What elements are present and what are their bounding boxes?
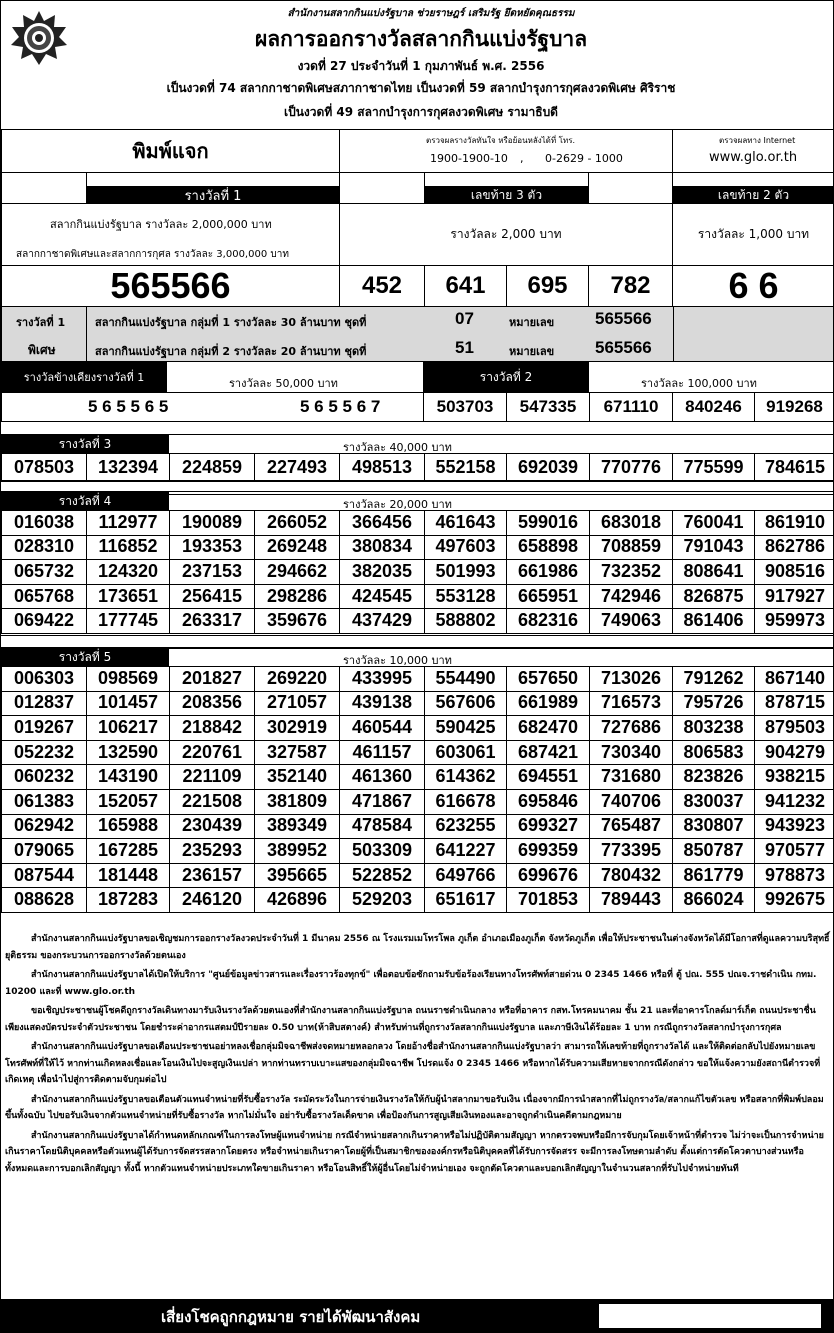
- last3-number: 641: [424, 265, 507, 307]
- prize3-number: 498513: [339, 453, 425, 481]
- prize1-label: รางวัลที่ 1: [86, 186, 340, 204]
- prize3-number: 227493: [254, 453, 340, 481]
- prize4-number: 959973: [754, 608, 834, 634]
- prize5-number: 731680: [589, 764, 673, 790]
- prize3-number: 224859: [169, 453, 255, 481]
- header: [1, 1, 834, 129]
- prize1-number: 565566: [1, 265, 340, 307]
- prize5-number: 830807: [672, 814, 755, 840]
- footer: [1, 1299, 834, 1333]
- prize4-number: 366456: [339, 510, 425, 536]
- prize5-number: 795726: [672, 691, 755, 717]
- special-row-desc: สลากกินแบ่งรัฐบาล กลุ่มที่ 1 รางวัลละ 30 ล้านบาท ชุดที่: [95, 316, 367, 329]
- prize4-number: 732352: [589, 559, 673, 585]
- prize4-number: 588802: [424, 608, 507, 634]
- prize4-number: 263317: [169, 608, 255, 634]
- prize5-number: 861779: [672, 863, 755, 889]
- notes: [5, 931, 831, 1180]
- prize4-number: 256415: [169, 584, 255, 610]
- special-row-desc: สลากกินแบ่งรัฐบาล กลุ่มที่ 2 รางวัลละ 20 ล้านบาท ชุดที่: [95, 345, 367, 358]
- prize5-number: 699676: [506, 863, 590, 889]
- prize5-number: 236157: [169, 863, 255, 889]
- prize4-number: 908516: [754, 559, 834, 585]
- blank-cell: [86, 172, 340, 187]
- prize3-number: 692039: [506, 453, 590, 481]
- prize4-number: 661986: [506, 559, 590, 585]
- prize5-number: 327587: [254, 740, 340, 766]
- note-paragraph: สำนักงานสลากกินแบ่งรัฐบาลขอเตือนตัวแทนจำหน่ายที่รับซื้อรางวัล ระมัดระวังในการจ่ายเงินรางวัลให้กับผู้นำสลากมาขอรับเงิน เนื่องจากมีการนำสลากที่ไม่ถูกรางวัล/สลากแก้ไขตัวเลข หรือสลากที่พิมพ์ปลอมขึ้นทั้งฉบับ ไปขอรับเงินจากตัวแทนจำหน่ายที่รับซื้อรางวัล หากไม่มั่นใจ อย่ารับซื้อรางวัลเด็ดขาด เพื่อป้องกันการสูญเสียเงินทองและอาจถูกดำเนินคดีตามกฎหมาย: [5, 1094, 824, 1121]
- phone-2: 0-2629 - 1000: [545, 152, 623, 165]
- note-paragraph: ขอเชิญประชาชนผู้โชคดีถูกรางวัลเดินทางมารับเงินรางวัลด้วยตนเองที่สำนักงานสลากกินแบ่งรัฐบาล ถนนราชดำเนินกลาง หรือที่อาคาร กสท.โทรคมนาคม ชั้น 21 และที่อาคารโกลด์มาร์เก็ต ถนนประชาชื่น เพียงแสดงบัตรประจำตัวประชาชน โดยชำระค่าอากรแสตมป์ปีรายละ 0.50 บาท(ห้าสิบสตางค์) สำหรับท่านที่ถูกรางวัลสลากกินแบ่งรัฐบาล และภาษีเงินได้ร้อยละ 1 บาท กรณีถูกรางวัลสลากบำรุงการกุศล: [5, 1006, 816, 1033]
- phone-1: 1900-1900-10: [430, 152, 508, 165]
- prize4-number: 461643: [424, 510, 507, 536]
- prize5-number: 230439: [169, 814, 255, 840]
- special-row-number: 565566: [595, 309, 652, 328]
- prize5-amount: รางวัลละ 10,000 บาท: [343, 654, 452, 667]
- prize4-number: 065732: [1, 559, 87, 585]
- special-row-set: 07: [455, 309, 474, 328]
- prize4-number: 269248: [254, 535, 340, 561]
- prize4-number: 028310: [1, 535, 87, 561]
- prize5-number: 269220: [254, 666, 340, 692]
- prize5-number: 806583: [672, 740, 755, 766]
- prize4-number: 683018: [589, 510, 673, 536]
- note-paragraph: สำนักงานสลากกินแบ่งรัฐบาลได้กำหนดหลักเกณฑ์ในการลงโทษผู้แทนจำหน่าย กรณีจำหน่ายสลากเกินราคาหรือไม่ปฏิบัติตามสัญญา หากตรวจพบหรือมีการจับกุมโดยเจ้าหน้าที่ตำรวจ ไม่ว่าจะเป็นการจำหน่ายเกินราคาโดยนิติบุคคลหรือตัวแทนผู้ได้รับการจัดสรรสลากโดยตรง หรือจำหน่ายเกินราคาโดยผู้ที่เป็นสมาชิกขององค์กรหรือนิติบุคคลที่ได้รับการจัดสรร จะมีการลงโทษตามลำดับ ตั้งแต่การตัดโควตาบางส่วนหรือทั้งหมดและการบอกเลิกสัญญา ทั้งนี้ หากตัวแทนจำหน่ายประเภทใดขายเกินราคา หรือโอนสิทธิ์ให้ผู้อื่นโดยไม่จำหน่ายเอง จะถูกตัดโควตาและบอกเลิกสัญญาในจำนวนสลากที่รับไปจำหน่ายทันที: [5, 1130, 824, 1174]
- prize5-number: 235293: [169, 838, 255, 864]
- prize5-number: 773395: [589, 838, 673, 864]
- prize5-number: 461157: [339, 740, 425, 766]
- prize5-number: 701853: [506, 887, 590, 913]
- prize5-number: 682470: [506, 715, 590, 741]
- special-draw-line-2: เป็นงวดที่ 49 สลากบำรุงการกุศลงวดพิเศษ รามาธิบดี: [284, 105, 558, 119]
- special-row-number-label: หมายเลข: [509, 316, 555, 329]
- prize5-number: 641227: [424, 838, 507, 864]
- prize5-number: 012837: [1, 691, 87, 717]
- prize4-number: 862786: [754, 535, 834, 561]
- prize3-number: 784615: [754, 453, 834, 481]
- prize4-number: 749063: [589, 608, 673, 634]
- prize4-number: 497603: [424, 535, 507, 561]
- prize5-number: 208356: [169, 691, 255, 717]
- prize4-number: 658898: [506, 535, 590, 561]
- phone-caption: ตรวจผลรางวัลทันใจ หรือย้อนหลังได้ที่ โทร.: [426, 136, 576, 145]
- prize5-number: 221109: [169, 764, 255, 790]
- prize5-amount-cell: [168, 647, 834, 667]
- prize4-number: 861910: [754, 510, 834, 536]
- prize4-number: 266052: [254, 510, 340, 536]
- prize4-number: 116852: [86, 535, 170, 561]
- prize5-number: 699359: [506, 838, 590, 864]
- prize5-number: 789443: [589, 887, 673, 913]
- blank-cell: [339, 172, 425, 204]
- prize5-number: 152057: [86, 789, 170, 815]
- prize5-number: 079065: [1, 838, 87, 864]
- prize2-label: รางวัลที่ 2: [423, 361, 589, 393]
- internet-info: [672, 129, 834, 173]
- prize5-number: 727686: [589, 715, 673, 741]
- prize5-number: 006303: [1, 666, 87, 692]
- near1-label: รางวัลข้างเคียงรางวัลที่ 1: [1, 361, 167, 393]
- prize5-number: 460544: [339, 715, 425, 741]
- last2-number: 6 6: [672, 265, 834, 307]
- prize4-number: 826875: [672, 584, 755, 610]
- special-label-1: รางวัลที่ 1: [16, 316, 66, 329]
- prize5-number: 970577: [754, 838, 834, 864]
- prize5-number: 143190: [86, 764, 170, 790]
- prize4-number: 424545: [339, 584, 425, 610]
- note-paragraph: สำนักงานสลากกินแบ่งรัฐบาลขอเชิญชมการออกรางวัลงวดประจำวันที่ 1 มีนาคม 2556 ณ โรงแรมเมโทรโพล ภูเก็ต อำเภอเมืองภูเก็ต จังหวัดภูเก็ต เพื่อให้ประชาชนในต่างจังหวัดได้มีโอกาสที่ดูแลความบริสุทธิ์ ยุติธรรม ของกระบวนการออกรางวัลด้วยตนเอง: [5, 934, 830, 961]
- prize5-number: 132590: [86, 740, 170, 766]
- prize2-number: 919268: [754, 392, 834, 422]
- prize3-number: 552158: [424, 453, 507, 481]
- last3-amount: รางวัลละ 2,000 บาท: [339, 203, 673, 266]
- prize4-number: 016038: [1, 510, 87, 536]
- prize5-number: 167285: [86, 838, 170, 864]
- prize5-number: 879503: [754, 715, 834, 741]
- prize5-number: 389349: [254, 814, 340, 840]
- prize5-number: 098569: [86, 666, 170, 692]
- prize4-number: 682316: [506, 608, 590, 634]
- prize5-number: 823826: [672, 764, 755, 790]
- spacer: [1, 421, 834, 435]
- prize5-number: 246120: [169, 887, 255, 913]
- prize5-number: 878715: [754, 691, 834, 717]
- prize5-number: 803238: [672, 715, 755, 741]
- prize5-number: 614362: [424, 764, 507, 790]
- blank-cell: [588, 172, 673, 204]
- special-draw-line: เป็นงวดที่ 74 สลากกาชาดพิเศษสภากาชาดไทย เป็นงวดที่ 59 สลากบำรุงการกุศลงวดพิเศษ ศิริราช: [166, 81, 676, 95]
- prize4-number: 065768: [1, 584, 87, 610]
- last2-amount: รางวัลละ 1,000 บาท: [672, 203, 834, 266]
- prize4-amount-cell: [168, 491, 834, 511]
- prize2-number: 547335: [506, 392, 590, 422]
- prize5-number: 019267: [1, 715, 87, 741]
- prize3-number: 770776: [589, 453, 673, 481]
- prize5-number: 052232: [1, 740, 87, 766]
- prize4-number: 861406: [672, 608, 755, 634]
- prize5-number: 649766: [424, 863, 507, 889]
- prize4-number: 917927: [754, 584, 834, 610]
- prize5-number: 439138: [339, 691, 425, 717]
- prize5-number: 590425: [424, 715, 507, 741]
- prize4-number: 298286: [254, 584, 340, 610]
- prize4-number: 808641: [672, 559, 755, 585]
- prize5-number: 992675: [754, 887, 834, 913]
- prize1-desc: [1, 203, 340, 266]
- prize5-number: 503309: [339, 838, 425, 864]
- prize5-number: 302919: [254, 715, 340, 741]
- prize5-number: 461360: [339, 764, 425, 790]
- prize5-label: รางวัลที่ 5: [1, 647, 169, 667]
- prize5-number: 426896: [254, 887, 340, 913]
- prize5-number: 221508: [169, 789, 255, 815]
- prize5-number: 061383: [1, 789, 87, 815]
- prize5-number: 060232: [1, 764, 87, 790]
- prize4-number: 237153: [169, 559, 255, 585]
- prize5-number: 603061: [424, 740, 507, 766]
- prize3-number: 132394: [86, 453, 170, 481]
- glo-seal-icon: [9, 9, 69, 69]
- footer-slogan: เสี่ยงโชคถูกกฎหมาย รายได้พัฒนาสังคม: [161, 1308, 421, 1326]
- prize5-number: 201827: [169, 666, 255, 692]
- prize3-amount-cell: [168, 434, 834, 454]
- near1-amount: รางวัลละ 50,000 บาท: [229, 377, 338, 390]
- last2-label: เลขท้าย 2 ตัว: [672, 186, 834, 204]
- website-link[interactable]: www.glo.or.th: [709, 150, 798, 165]
- prize4-number: 553128: [424, 584, 507, 610]
- footer-blank-box: [599, 1304, 821, 1328]
- special-label: [1, 306, 87, 362]
- near1-amount-cell: [166, 361, 424, 393]
- prize5-number: 941232: [754, 789, 834, 815]
- prize5-number: 978873: [754, 863, 834, 889]
- prize5-number: 943923: [754, 814, 834, 840]
- last3-label: เลขท้าย 3 ตัว: [424, 186, 589, 204]
- prize4-number: 665951: [506, 584, 590, 610]
- prize5-number: 220761: [169, 740, 255, 766]
- last3-number: 782: [588, 265, 673, 307]
- prize5-number: 062942: [1, 814, 87, 840]
- prize5-number: 730340: [589, 740, 673, 766]
- prize5-number: 713026: [589, 666, 673, 692]
- internet-caption: ตรวจผลทาง Internet: [719, 136, 796, 145]
- prize5-number: 850787: [672, 838, 755, 864]
- prize5-number: 791262: [672, 666, 755, 692]
- prize5-number: 529203: [339, 887, 425, 913]
- note-paragraph: สำนักงานสลากกินแบ่งรัฐบาลขอเตือนประชาชนอย่าหลงเชื่อกลุ่มมิจฉาชีพส่งจดหมายหลอกลวง โดยอ้างชื่อสำนักงานสลากกินแบ่งรัฐบาลว่า สามารถให้เลขท้ายที่ถูกรางวัลได้ และให้ติดต่อกลับไปยังหมายเลขโทรศัพท์ที่ให้ไว้ หากท่านเกิดหลงเชื่อและโอนเงินไปจะสูญเงินเปล่า หากท่านทราบเบาะแสของกลุ่มมิจฉาชีพ โปรดแจ้ง 0 2345 1466 หรือหากได้รับความเสียหายจากกรณีดังกล่าว ขอให้แจ้งความยังสถานีตำรวจที่เกิดเหตุ เพื่อนำไปสู่การติดตามจับกุมต่อไป: [5, 1042, 821, 1085]
- prize4-number: 294662: [254, 559, 340, 585]
- prize5-number: 187283: [86, 887, 170, 913]
- prize2-number: 503703: [423, 392, 507, 422]
- prize2-amount-cell: [588, 361, 834, 393]
- prize3-amount: รางวัลละ 40,000 บาท: [343, 441, 452, 454]
- prize3-number: 775599: [672, 453, 755, 481]
- prize5-number: 101457: [86, 691, 170, 717]
- last3-number: 452: [339, 265, 425, 307]
- prize4-number: 359676: [254, 608, 340, 634]
- special-label-2: พิเศษ: [28, 343, 56, 357]
- prize4-number: 177745: [86, 608, 170, 634]
- prize4-label: รางวัลที่ 4: [1, 491, 169, 511]
- blank-cell: [424, 172, 589, 187]
- prize5-number: 165988: [86, 814, 170, 840]
- print-label: พิมพ์แจก: [1, 129, 340, 173]
- prize4-number: 742946: [589, 584, 673, 610]
- prize5-number: 433995: [339, 666, 425, 692]
- special-row-set: 51: [455, 338, 474, 357]
- note-paragraph: สำนักงานสลากกินแบ่งรัฐบาลได้เปิดให้บริการ "ศูนย์ข้อมูลข่าวสารและเรื่องราวร้องทุกข์" เพื่อตอบข้อซักถามรับข้อร้องเรียนทางโทรศัพท์สายด่วน 0 2345 1466 หรือที่ ตู้ ปณ. 555 ปณจ.ราชดำเนิน กทม. 10200 และที่ www.glo.or.th: [5, 970, 817, 997]
- prize4-number: 193353: [169, 535, 255, 561]
- prize2-number: 840246: [672, 392, 755, 422]
- prize5-number: 699327: [506, 814, 590, 840]
- prize5-number: 395665: [254, 863, 340, 889]
- prize5-number: 088628: [1, 887, 87, 913]
- blank-cell: [1, 172, 87, 204]
- prize5-number: 716573: [589, 691, 673, 717]
- page-title: ผลการออกรางวัลสลากกินแบ่งรัฐบาล: [254, 27, 588, 51]
- prize5-number: 694551: [506, 764, 590, 790]
- blank-cell: [673, 306, 834, 362]
- prize3-number: 078503: [1, 453, 87, 481]
- prize1-desc-1: สลากกินแบ่งรัฐบาล รางวัลละ 2,000,000 บาท: [50, 218, 272, 231]
- slogan: สำนักงานสลากกินแบ่งรัฐบาล ช่วยราษฎร์ เสริมรัฐ ยึดหยัดคุณธรรม: [287, 8, 575, 19]
- phone-separator: ,: [520, 152, 524, 165]
- prize4-number: 112977: [86, 510, 170, 536]
- special-row-number-label: หมายเลข: [509, 345, 555, 358]
- prize5-number: 181448: [86, 863, 170, 889]
- prize5-number: 938215: [754, 764, 834, 790]
- prize4-number: 382035: [339, 559, 425, 585]
- prize5-number: 687421: [506, 740, 590, 766]
- prize5-number: 352140: [254, 764, 340, 790]
- prize1-desc-2: สลากกาชาดพิเศษและสลากการกุศล รางวัลละ 3,000,000 บาท: [16, 249, 289, 260]
- last3-number: 695: [506, 265, 589, 307]
- prize3-label: รางวัลที่ 3: [1, 434, 169, 454]
- prize5-number: 651617: [424, 887, 507, 913]
- prize5-number: 381809: [254, 789, 340, 815]
- special-row-number: 565566: [595, 338, 652, 357]
- special-prize-rows: [86, 306, 674, 362]
- prize4-number: 069422: [1, 608, 87, 634]
- prize4-number: 599016: [506, 510, 590, 536]
- draw-date: งวดที่ 27 ประจำวันที่ 1 กุมภาพันธ์ พ.ศ. 2556: [297, 59, 545, 73]
- phone-info: [339, 129, 673, 173]
- prize4-number: 173651: [86, 584, 170, 610]
- prize5-number: 271057: [254, 691, 340, 717]
- prize4-number: 380834: [339, 535, 425, 561]
- prize4-amount: รางวัลละ 20,000 บาท: [343, 498, 452, 511]
- prize5-number: 661989: [506, 691, 590, 717]
- prize5-number: 478584: [339, 814, 425, 840]
- prize4-number: 190089: [169, 510, 255, 536]
- prize5-number: 830037: [672, 789, 755, 815]
- prize4-number: 437429: [339, 608, 425, 634]
- prize5-number: 657650: [506, 666, 590, 692]
- prize4-number: 124320: [86, 559, 170, 585]
- prize5-number: 623255: [424, 814, 507, 840]
- prize5-number: 867140: [754, 666, 834, 692]
- near1-number: 5 6 5 5 6 5: [88, 397, 169, 416]
- prize5-number: 106217: [86, 715, 170, 741]
- near1-number: 5 6 5 5 6 7: [300, 397, 381, 416]
- blank-cell: [672, 172, 834, 187]
- prize5-number: 765487: [589, 814, 673, 840]
- prize4-number: 791043: [672, 535, 755, 561]
- prize5-number: 740706: [589, 789, 673, 815]
- prize4-number: 501993: [424, 559, 507, 585]
- prize5-number: 522852: [339, 863, 425, 889]
- prize5-number: 389952: [254, 838, 340, 864]
- prize5-number: 780432: [589, 863, 673, 889]
- prize4-number: 708859: [589, 535, 673, 561]
- prize5-number: 471867: [339, 789, 425, 815]
- prize5-number: 616678: [424, 789, 507, 815]
- prize5-number: 554490: [424, 666, 507, 692]
- prize5-number: 567606: [424, 691, 507, 717]
- prize5-number: 866024: [672, 887, 755, 913]
- prize5-number: 218842: [169, 715, 255, 741]
- prize2-number: 671110: [589, 392, 673, 422]
- prize5-number: 904279: [754, 740, 834, 766]
- prize5-number: 695846: [506, 789, 590, 815]
- prize4-number: 760041: [672, 510, 755, 536]
- near1-numbers: [1, 392, 424, 422]
- prize5-number: 087544: [1, 863, 87, 889]
- prize2-amount: รางวัลละ 100,000 บาท: [641, 377, 757, 390]
